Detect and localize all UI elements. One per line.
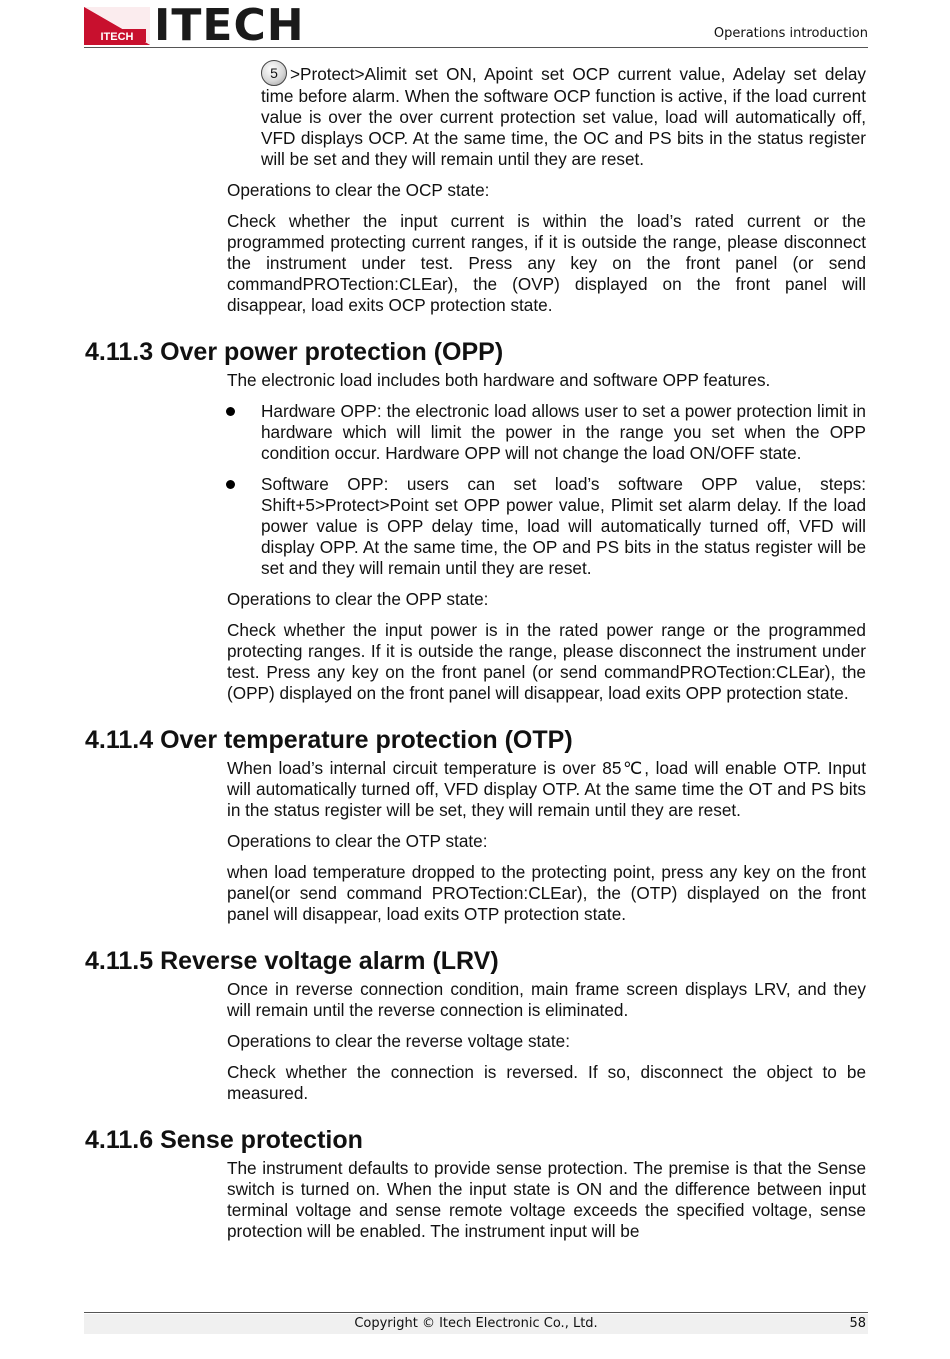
opp-bullet-list <box>0 401 950 579</box>
sense-intro: The instrument defaults to provide sense protection. The premise is that the Sense switch is turned on. When the input state is ON and the difference between input terminal voltage and sense remote voltage exceeds the specified voltage, sense protection will be enabled. The instrument input will be <box>227 1158 866 1241</box>
step-number-badge: 5 <box>261 60 287 86</box>
list-item <box>261 401 866 464</box>
otp-intro: When load’s internal circuit temperature is over 85℃, load will enable OTP. Input will automatically turned off, VFD display OTP. At the same time the OT and PS bits in the status register will be set, they will remain until they are reset. <box>227 758 866 820</box>
ocp-clear-text: Check whether the input current is within the load’s rated current or the programmed protecting current ranges, if it is outside the range, please disconnect the instrument under test. Press any key on the front panel (or send commandPROTection:CLEar), the (OVP) displayed on the front panel will disappear, load exits OCP protection state. <box>227 211 866 315</box>
page-header <box>84 0 868 51</box>
ocp-step-paragraph <box>261 60 866 170</box>
lrv-clear-heading: Operations to clear the reverse voltage state: <box>227 1031 570 1051</box>
section-title-opp: 4.11.3 Over power protection (OPP) <box>85 338 504 366</box>
copyright-text: Copyright © Itech Electronic Co., Ltd. <box>354 1316 598 1331</box>
bullet-text: Hardware OPP: the electronic load allows user to set a power protection limit in hardware which will limit the power in the range you set when the OPP condition occur. Hardware OPP will not change the load ON/OFF state. <box>261 401 866 463</box>
itech-logo <box>84 0 305 51</box>
list-item <box>261 474 866 579</box>
svg-text:ITECH: ITECH <box>100 31 134 43</box>
page-footer <box>84 1314 868 1334</box>
footer-rule <box>84 1312 868 1313</box>
page-content <box>0 60 950 1252</box>
itech-logo-mark-icon <box>84 7 150 45</box>
opp-intro: The electronic load includes both hardware and software OPP features. <box>227 370 771 390</box>
lrv-intro: Once in reverse connection condition, main frame screen displays LRV, and they will remain until the reverse connection is eliminated. <box>227 979 866 1020</box>
logo-wordmark: ITECH <box>154 0 305 51</box>
opp-clear-heading: Operations to clear the OPP state: <box>227 589 489 609</box>
section-title-lrv: 4.11.5 Reverse voltage alarm (LRV) <box>85 947 499 975</box>
bullet-icon <box>226 480 235 489</box>
bullet-icon <box>226 407 235 416</box>
ocp-clear-heading: Operations to clear the OCP state: <box>227 180 490 200</box>
otp-clear-heading: Operations to clear the OTP state: <box>227 831 488 851</box>
section-title-sense: 4.11.6 Sense protection <box>85 1126 363 1154</box>
opp-clear-text: Check whether the input power is in the rated power range or the programmed protecting ranges. If it is outside the range, please disconnect the instrument under test. Press any key on the front panel (or send commandPROTection:CLEar), the (OPP) displayed on the front panel will disappear, load exits OPP protection state. <box>227 620 866 703</box>
ocp-step-text: >Protect>Alimit set ON, Apoint set OCP current value, Adelay set delay time before alarm. When the software OCP function is active, if the load current value is over the over current protection set value, load will automatically off, VFD displays OCP. At the same time, the OC and PS bits in the status register will be set and they will remain until they are reset. <box>261 64 866 169</box>
page-number: 58 <box>849 1316 866 1331</box>
section-title-otp: 4.11.4 Over temperature protection (OTP) <box>85 726 573 754</box>
header-rule <box>84 47 868 48</box>
otp-clear-text: when load temperature dropped to the protecting point, press any key on the front panel(or send command PROTection:CLEar), the (OTP) displayed on the front panel will disappear, load exits OTP protection state. <box>227 862 866 924</box>
lrv-clear-text: Check whether the connection is reversed. If so, disconnect the object to be measured. <box>227 1062 866 1103</box>
bullet-text: Software OPP: users can set load’s software OPP value, steps: Shift+5>Protect>Point set OPP power value, Plimit set alarm delay. If the load power value is OPP delay time, load will automatically turned off, VFD will display OPP. At the same time, the OP and PS bits in the status register will be set and they will remain until they are reset. <box>261 474 866 578</box>
running-head: Operations introduction <box>713 26 868 41</box>
